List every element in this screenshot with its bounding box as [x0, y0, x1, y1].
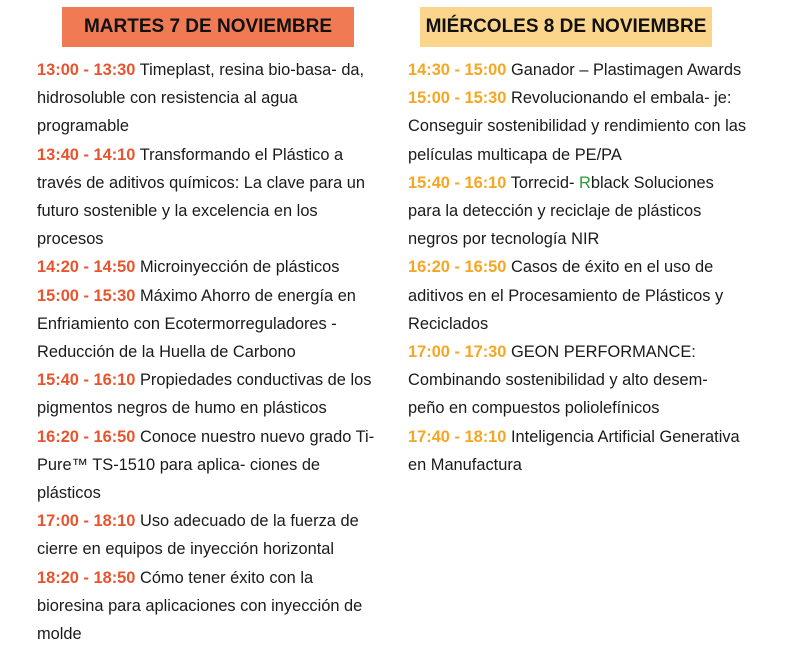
- session-item: [37, 366, 382, 422]
- session-time: 13:40 - 14:10: [37, 145, 136, 164]
- session-title-accent: R: [579, 173, 591, 192]
- session-item: [37, 507, 382, 563]
- session-time: 16:20 - 16:50: [408, 258, 507, 277]
- session-time: 16:20 - 16:50: [37, 427, 136, 446]
- session-time: 14:30 - 15:00: [408, 61, 507, 79]
- session-time: 15:00 - 15:30: [37, 286, 136, 305]
- session-title: Revolucionando el embala- je: Conseguir sostenibilidad y rendimiento con las películas multicapa de PE/PA: [408, 89, 747, 164]
- session-title-pre: Torrecid-: [510, 173, 579, 192]
- session-time: 15:40 - 16:10: [37, 371, 136, 390]
- session-time: 15:00 - 15:30: [408, 89, 507, 108]
- session-item: [37, 423, 382, 508]
- session-item: [408, 338, 748, 423]
- session-item: [37, 564, 382, 648]
- session-title-post: black Soluciones para la detección y reciclaje de plásticos negros por tecnología NIR: [408, 173, 714, 249]
- session-time: 17:00 - 17:30: [408, 343, 507, 362]
- session-title: Microinyección de plásticos: [139, 258, 340, 277]
- tuesday-session-list: [37, 56, 382, 648]
- session-time: 14:20 - 14:50: [37, 258, 136, 277]
- session-item: [408, 253, 748, 338]
- session-title: Inteligencia Artificial Generativa en Manufactura: [408, 427, 740, 474]
- session-title: GEON PERFORMANCE: Combinando sostenibilidad y alto desem- peño en compuestos poliolefínicos: [408, 343, 708, 418]
- session-time: 17:00 - 18:10: [37, 512, 136, 531]
- session-title: Transformando el Plástico a través de aditivos químicos: La clave para un futuro sostenible y la excelencia en los procesos: [37, 145, 365, 249]
- session-title: Ganador – Plastimagen Awards: [510, 61, 742, 79]
- session-title: Timeplast, resina bio-basa- da, hidrosoluble con resistencia al agua programable: [37, 61, 365, 136]
- session-title: Conoce nuestro nuevo grado Ti-Pure™ TS-1510 para aplica- ciones de plásticos: [37, 427, 375, 503]
- session-item: [408, 84, 748, 169]
- wednesday-header: MIÉRCOLES 8 DE NOVIEMBRE: [420, 7, 712, 47]
- session-time: 17:40 - 18:10: [408, 427, 507, 446]
- session-title: Uso adecuado de la fuerza de cierre en equipos de inyección horizontal: [37, 512, 359, 559]
- session-time: 18:20 - 18:50: [37, 568, 136, 587]
- session-item: [408, 169, 748, 254]
- session-item: [408, 56, 748, 84]
- session-title: Propiedades conductivas de los pigmentos negros de humo en plásticos: [37, 371, 372, 418]
- session-item: [37, 253, 382, 281]
- session-item: [408, 423, 748, 479]
- session-time: 15:40 - 16:10: [408, 173, 507, 192]
- session-item: [37, 282, 382, 367]
- session-title: Cómo tener éxito con la bioresina para aplicaciones con inyección de molde: [37, 568, 363, 644]
- session-time: 13:00 - 13:30: [37, 61, 136, 79]
- session-title: Casos de éxito en el uso de aditivos en el Procesamiento de Plásticos y Reciclados: [408, 258, 724, 333]
- tuesday-header: MARTES 7 DE NOVIEMBRE: [62, 7, 354, 47]
- wednesday-session-list: [408, 56, 748, 479]
- session-title: Máximo Ahorro de energía en Enfriamiento con Ecotermorreguladores - Reducción de la Huella de Carbono: [37, 286, 356, 362]
- session-item: [37, 141, 382, 254]
- session-item: [37, 56, 382, 141]
